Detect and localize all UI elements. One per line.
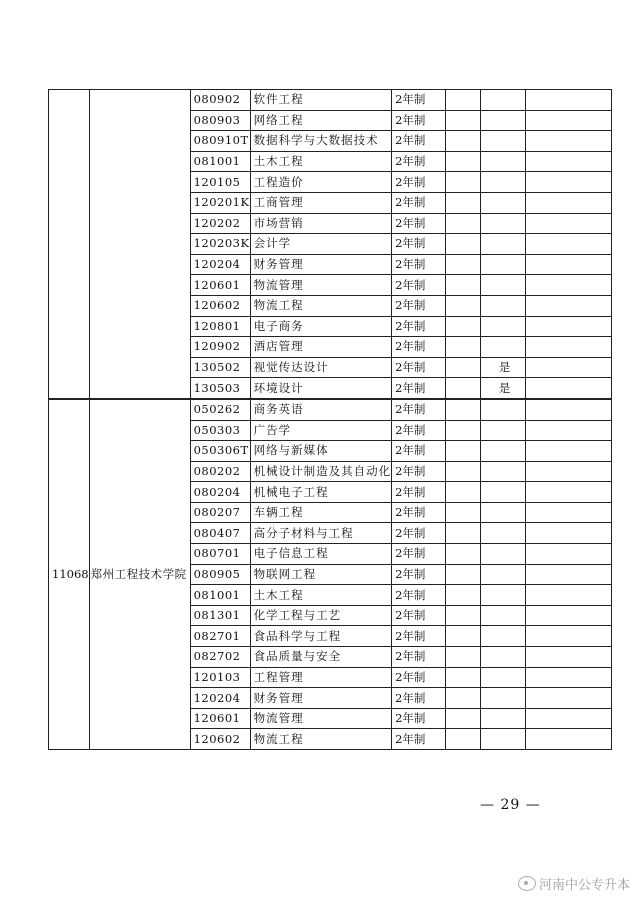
- program-length: 2年制: [392, 667, 446, 688]
- mark-cell: [481, 461, 526, 482]
- page-number: — 29 —: [480, 797, 541, 813]
- program-length: 2年制: [392, 647, 446, 668]
- major-code: 080204: [190, 482, 250, 503]
- school-name-cell: [89, 90, 190, 399]
- major-name: 软件工程: [250, 90, 392, 111]
- program-length: 2年制: [392, 254, 446, 275]
- mark-cell: [481, 399, 526, 420]
- mark-cell: [481, 667, 526, 688]
- major-name: 物流工程: [250, 295, 392, 316]
- mark-cell: [481, 626, 526, 647]
- major-code: 080903: [190, 110, 250, 131]
- empty-cell: [446, 110, 481, 131]
- major-name: 高分子材料与工程: [250, 523, 392, 544]
- mark-cell: [481, 441, 526, 462]
- mark-cell: [481, 172, 526, 193]
- program-length: 2年制: [392, 708, 446, 729]
- empty-cell: [446, 544, 481, 565]
- major-name: 化学工程与工艺: [250, 605, 392, 626]
- program-length: 2年制: [392, 523, 446, 544]
- major-code: 120204: [190, 254, 250, 275]
- empty-cell: [446, 234, 481, 255]
- major-name: 网络与新媒体: [250, 441, 392, 462]
- empty-cell: [526, 234, 612, 255]
- watermark: [518, 874, 630, 893]
- program-length: 2年制: [392, 482, 446, 503]
- program-length: 2年制: [392, 420, 446, 441]
- major-name: 环境设计: [250, 378, 392, 399]
- major-name: 物联网工程: [250, 564, 392, 585]
- empty-cell: [446, 172, 481, 193]
- empty-cell: [446, 585, 481, 606]
- major-name: 车辆工程: [250, 502, 392, 523]
- major-name: 土木工程: [250, 585, 392, 606]
- empty-cell: [526, 131, 612, 152]
- empty-cell: [526, 213, 612, 234]
- major-code: 050303: [190, 420, 250, 441]
- empty-cell: [446, 357, 481, 378]
- program-table: [48, 89, 612, 750]
- major-code: 120204: [190, 688, 250, 709]
- program-length: 2年制: [392, 585, 446, 606]
- school-id: 11068: [52, 566, 89, 581]
- empty-cell: [446, 275, 481, 296]
- empty-cell: [446, 564, 481, 585]
- major-name: 物流管理: [250, 708, 392, 729]
- major-code: 120105: [190, 172, 250, 193]
- empty-cell: [526, 316, 612, 337]
- empty-cell: [446, 647, 481, 668]
- school-name: 郑州工程技术学院: [90, 566, 187, 581]
- major-code: 082701: [190, 626, 250, 647]
- major-name: 网络工程: [250, 110, 392, 131]
- major-code: 120601: [190, 708, 250, 729]
- major-name: 土木工程: [250, 151, 392, 172]
- empty-cell: [526, 275, 612, 296]
- major-name: 酒店管理: [250, 337, 392, 358]
- major-code: 130503: [190, 378, 250, 399]
- mark-cell: 是: [481, 378, 526, 399]
- mark-cell: [481, 295, 526, 316]
- major-code: 120602: [190, 295, 250, 316]
- major-code: 120202: [190, 213, 250, 234]
- watermark-text: 河南中公专升本: [538, 878, 630, 893]
- program-length: 2年制: [392, 213, 446, 234]
- empty-cell: [526, 708, 612, 729]
- empty-cell: [446, 605, 481, 626]
- program-length: 2年制: [392, 378, 446, 399]
- program-length: 2年制: [392, 357, 446, 378]
- empty-cell: [526, 564, 612, 585]
- empty-cell: [526, 295, 612, 316]
- empty-cell: [526, 667, 612, 688]
- mark-cell: [481, 482, 526, 503]
- empty-cell: [446, 399, 481, 420]
- program-length: 2年制: [392, 110, 446, 131]
- major-name: 机械设计制造及其自动化: [250, 461, 392, 482]
- major-name: 电子信息工程: [250, 544, 392, 565]
- empty-cell: [526, 192, 612, 213]
- program-length: 2年制: [392, 605, 446, 626]
- major-name: 财务管理: [250, 254, 392, 275]
- school-name-cell: [89, 399, 190, 750]
- empty-cell: [446, 337, 481, 358]
- major-code: 081301: [190, 605, 250, 626]
- empty-cell: [446, 378, 481, 399]
- major-name: 视觉传达设计: [250, 357, 392, 378]
- major-name: 广告学: [250, 420, 392, 441]
- empty-cell: [446, 131, 481, 152]
- empty-cell: [446, 254, 481, 275]
- major-name: 会计学: [250, 234, 392, 255]
- major-code: 080701: [190, 544, 250, 565]
- mark-cell: [481, 523, 526, 544]
- program-length: 2年制: [392, 441, 446, 462]
- major-code: 120201K: [190, 192, 250, 213]
- empty-cell: [526, 420, 612, 441]
- major-code: 080902: [190, 90, 250, 111]
- empty-cell: [526, 605, 612, 626]
- empty-cell: [526, 399, 612, 420]
- major-name: 工商管理: [250, 192, 392, 213]
- major-name: 食品科学与工程: [250, 626, 392, 647]
- mark-cell: [481, 647, 526, 668]
- weibo-icon: [518, 876, 536, 891]
- major-code: 120902: [190, 337, 250, 358]
- major-code: 080207: [190, 502, 250, 523]
- program-length: 2年制: [392, 688, 446, 709]
- major-name: 财务管理: [250, 688, 392, 709]
- program-length: 2年制: [392, 564, 446, 585]
- major-code: 130502: [190, 357, 250, 378]
- mark-cell: [481, 605, 526, 626]
- major-name: 市场营销: [250, 213, 392, 234]
- program-length: 2年制: [392, 90, 446, 111]
- mark-cell: [481, 90, 526, 111]
- empty-cell: [526, 729, 612, 750]
- empty-cell: [446, 441, 481, 462]
- empty-cell: [446, 151, 481, 172]
- program-length: 2年制: [392, 729, 446, 750]
- empty-cell: [526, 647, 612, 668]
- empty-cell: [446, 213, 481, 234]
- empty-cell: [526, 688, 612, 709]
- program-table-body: [49, 90, 612, 750]
- program-length: 2年制: [392, 192, 446, 213]
- major-code: 081001: [190, 151, 250, 172]
- major-code: 120103: [190, 667, 250, 688]
- empty-cell: [526, 172, 612, 193]
- mark-cell: [481, 131, 526, 152]
- major-name: 工程管理: [250, 667, 392, 688]
- program-length: 2年制: [392, 626, 446, 647]
- empty-cell: [526, 523, 612, 544]
- mark-cell: [481, 708, 526, 729]
- empty-cell: [446, 708, 481, 729]
- empty-cell: [446, 192, 481, 213]
- empty-cell: [526, 110, 612, 131]
- mark-cell: [481, 192, 526, 213]
- empty-cell: [526, 378, 612, 399]
- empty-cell: [446, 667, 481, 688]
- empty-cell: [526, 482, 612, 503]
- empty-cell: [446, 482, 481, 503]
- major-code: 080905: [190, 564, 250, 585]
- mark-cell: [481, 729, 526, 750]
- table-row: [49, 399, 612, 420]
- mark-cell: [481, 420, 526, 441]
- mark-cell: [481, 110, 526, 131]
- major-code: 120203K: [190, 234, 250, 255]
- empty-cell: [446, 295, 481, 316]
- program-length: 2年制: [392, 172, 446, 193]
- major-name: 商务英语: [250, 399, 392, 420]
- mark-cell: [481, 564, 526, 585]
- mark-cell: [481, 316, 526, 337]
- program-length: 2年制: [392, 502, 446, 523]
- empty-cell: [526, 461, 612, 482]
- mark-cell: [481, 213, 526, 234]
- major-name: 物流工程: [250, 729, 392, 750]
- major-code: 080202: [190, 461, 250, 482]
- major-code: 080407: [190, 523, 250, 544]
- mark-cell: [481, 234, 526, 255]
- program-length: 2年制: [392, 316, 446, 337]
- major-name: 电子商务: [250, 316, 392, 337]
- program-length: 2年制: [392, 461, 446, 482]
- mark-cell: 是: [481, 357, 526, 378]
- major-name: 数据科学与大数据技术: [250, 131, 392, 152]
- program-length: 2年制: [392, 131, 446, 152]
- empty-cell: [526, 626, 612, 647]
- empty-cell: [446, 90, 481, 111]
- program-length: 2年制: [392, 337, 446, 358]
- major-name: 物流管理: [250, 275, 392, 296]
- empty-cell: [526, 585, 612, 606]
- school-id-cell: [49, 90, 90, 399]
- program-length: 2年制: [392, 295, 446, 316]
- major-name: 食品质量与安全: [250, 647, 392, 668]
- major-code: 081001: [190, 585, 250, 606]
- empty-cell: [526, 151, 612, 172]
- major-code: 080910T: [190, 131, 250, 152]
- mark-cell: [481, 337, 526, 358]
- mark-cell: [481, 254, 526, 275]
- major-code: 050306T: [190, 441, 250, 462]
- empty-cell: [526, 337, 612, 358]
- mark-cell: [481, 275, 526, 296]
- mark-cell: [481, 502, 526, 523]
- table-row: [49, 90, 612, 111]
- major-name: 工程造价: [250, 172, 392, 193]
- empty-cell: [526, 90, 612, 111]
- empty-cell: [446, 523, 481, 544]
- mark-cell: [481, 151, 526, 172]
- empty-cell: [526, 357, 612, 378]
- empty-cell: [526, 441, 612, 462]
- mark-cell: [481, 544, 526, 565]
- empty-cell: [446, 688, 481, 709]
- empty-cell: [446, 420, 481, 441]
- empty-cell: [526, 254, 612, 275]
- major-code: 082702: [190, 647, 250, 668]
- mark-cell: [481, 585, 526, 606]
- program-length: 2年制: [392, 275, 446, 296]
- empty-cell: [446, 626, 481, 647]
- major-code: 120801: [190, 316, 250, 337]
- major-name: 机械电子工程: [250, 482, 392, 503]
- major-code: 120601: [190, 275, 250, 296]
- major-code: 050262: [190, 399, 250, 420]
- program-length: 2年制: [392, 399, 446, 420]
- empty-cell: [446, 316, 481, 337]
- program-length: 2年制: [392, 151, 446, 172]
- empty-cell: [446, 461, 481, 482]
- empty-cell: [446, 502, 481, 523]
- program-length: 2年制: [392, 234, 446, 255]
- mark-cell: [481, 688, 526, 709]
- empty-cell: [446, 729, 481, 750]
- program-length: 2年制: [392, 544, 446, 565]
- school-id-cell: [49, 399, 90, 750]
- major-code: 120602: [190, 729, 250, 750]
- empty-cell: [526, 502, 612, 523]
- empty-cell: [526, 544, 612, 565]
